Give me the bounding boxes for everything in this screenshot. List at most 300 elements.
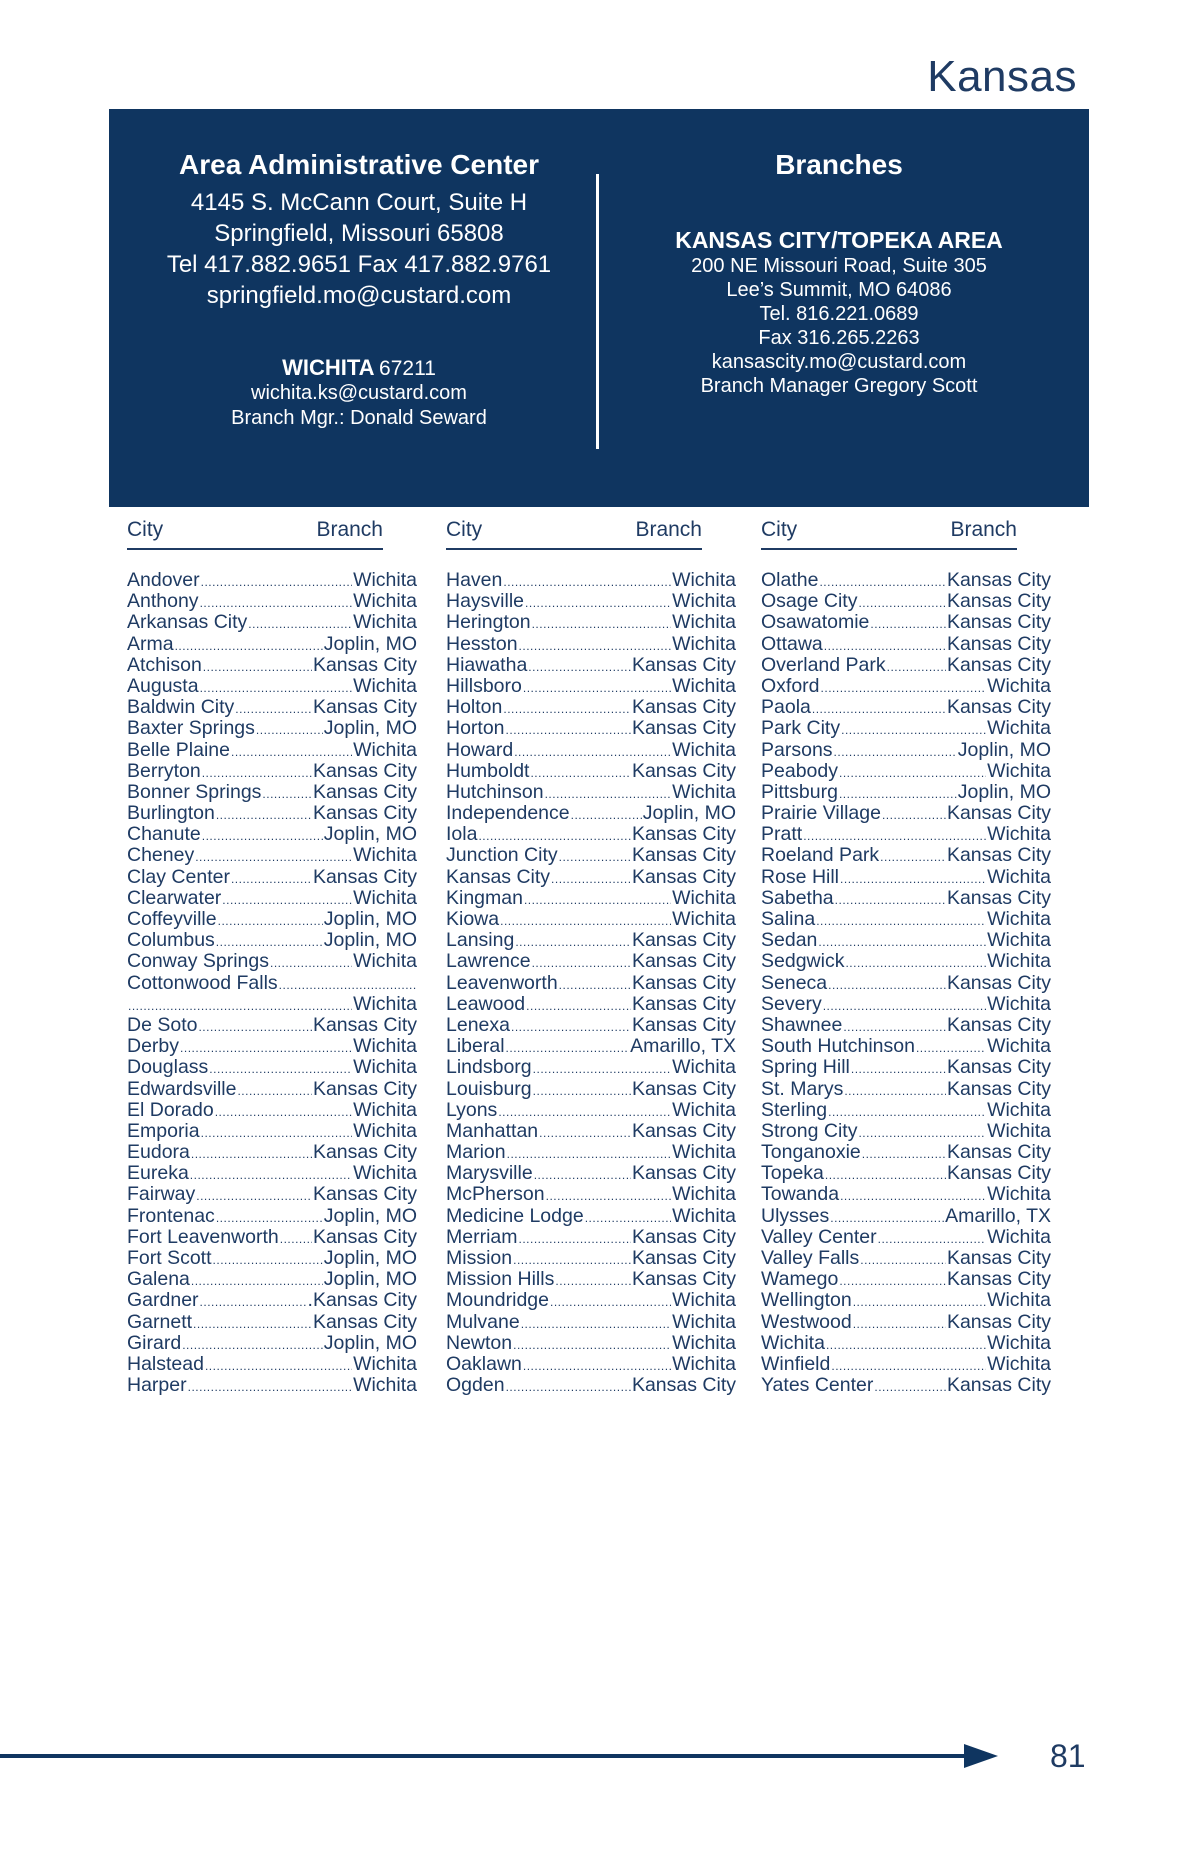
list-item (127, 1333, 417, 1354)
city-name: Paola (761, 696, 811, 719)
list-item (127, 888, 417, 909)
branch-name: Wichita (353, 992, 417, 1015)
list-item (761, 867, 1051, 888)
list-item (446, 1015, 736, 1036)
city-name: Prairie Village (761, 802, 881, 825)
branch-name: Wichita (353, 1352, 417, 1375)
list-item (446, 1206, 736, 1227)
admin-address-line1: 4145 S. McCann Court, Suite H (190, 189, 528, 216)
branch-name: .Kansas City (307, 1289, 417, 1312)
city-name: Emporia (127, 1119, 200, 1142)
city-name: Burlington (127, 802, 215, 825)
list-item (127, 867, 417, 888)
city-name: Baldwin City (127, 696, 235, 719)
dot-leader (844, 1079, 946, 1102)
list-item (127, 570, 417, 591)
city-name: Newton (446, 1331, 513, 1354)
list-item (761, 634, 1051, 655)
branch-name: Kansas City (946, 1162, 1051, 1185)
city-name: Iola (446, 823, 478, 846)
branch-header: Branch (635, 518, 702, 541)
branch-name: Kansas City (631, 950, 736, 973)
city-name: Seneca (761, 971, 828, 994)
city-name: Topeka (761, 1162, 824, 1185)
dot-leader (882, 803, 946, 826)
branch-address-line2: Lee’s Summit, MO 64086 (726, 279, 952, 301)
list-item (446, 1079, 736, 1100)
city-header: City (761, 518, 798, 541)
branch-name: Wichita (672, 632, 736, 655)
dot-leader (839, 1269, 946, 1292)
dot-leader (503, 697, 631, 720)
dot-leader (528, 655, 631, 678)
city-name: Sabetha (761, 886, 834, 909)
list-item (127, 845, 417, 866)
dot-leader (851, 1057, 946, 1080)
branch-name: Wichita (987, 950, 1051, 973)
list-item (446, 909, 736, 930)
list-item (446, 1142, 736, 1163)
branch-name: Kansas City (631, 823, 736, 846)
city-name: Osawatomie (761, 611, 870, 634)
list-item (761, 994, 1051, 1015)
city-list (446, 570, 736, 1396)
list-item (127, 951, 417, 972)
city-name: Howard (446, 738, 514, 761)
city-name: Strong City (761, 1119, 858, 1142)
dot-leader (270, 951, 352, 974)
list-item (761, 1057, 1051, 1078)
city-name: Park City (761, 717, 841, 740)
wichita-manager: Branch Mgr.: Donald Seward (231, 407, 487, 429)
city-name: Liberal (446, 1035, 505, 1058)
list-item (446, 761, 736, 782)
list-item (761, 570, 1051, 591)
list-item (761, 697, 1051, 718)
city-name: Cottonwood Falls (127, 971, 278, 994)
branch-header: Branch (950, 518, 1017, 541)
list-item (761, 676, 1051, 697)
wichita-email[interactable]: wichita.ks@custard.com (251, 382, 467, 404)
branches-heading: Branches (775, 149, 903, 180)
city-name: Shawnee (761, 1013, 843, 1036)
city-name: Independence (446, 802, 570, 825)
city-name: Conway Springs (127, 950, 269, 973)
branch-name: Wichita (987, 1225, 1051, 1248)
branch-name: Kansas City (631, 929, 736, 952)
city-name: Anthony (127, 590, 199, 613)
branch-name: Joplin, MO (642, 802, 736, 825)
list-item (446, 612, 736, 633)
branch-name: Kansas City (312, 1077, 417, 1100)
branch-name: Kansas City (312, 1183, 417, 1206)
list-item (446, 1036, 736, 1057)
list-item (127, 909, 417, 930)
city-name: Garnett (127, 1310, 193, 1333)
dot-leader (200, 1290, 307, 1313)
branch-name: Kansas City (631, 1247, 736, 1269)
branch-name: Wichita (672, 674, 736, 697)
city-name: Sterling (761, 1098, 828, 1121)
branch-name: Wichita (353, 1162, 417, 1185)
admin-phone: Tel 417.882.9651 Fax 417.882.9761 (166, 251, 552, 278)
list-item (761, 1163, 1051, 1184)
city-name: Douglass (127, 1056, 209, 1079)
wichita-zip: 67211 (379, 357, 436, 380)
list-item (446, 1184, 736, 1205)
list-item (127, 1206, 417, 1227)
city-name: Halstead (127, 1352, 204, 1375)
branch-name: Wichita (353, 950, 417, 973)
city-name: Holton (446, 696, 503, 719)
city-name: Coffeyville (127, 908, 217, 930)
city-name: Eudora (127, 1141, 190, 1164)
city-name: Ulysses (761, 1204, 830, 1227)
dot-leader (880, 845, 946, 868)
list-item (127, 634, 417, 655)
branch-name: Wichita (987, 1119, 1051, 1142)
city-name: Mulvane (446, 1310, 520, 1333)
dot-leader (887, 655, 946, 678)
list-item (761, 1354, 1051, 1375)
branch-name: Kansas City (631, 653, 736, 676)
branches-block (609, 149, 1069, 398)
branch-name: Kansas City (312, 1310, 417, 1333)
branch-name: Kansas City (631, 1374, 736, 1397)
admin-email[interactable]: springfield.mo@custard.com (206, 282, 512, 309)
list-item (761, 1290, 1051, 1311)
list-item (127, 591, 417, 612)
list-item (446, 1057, 736, 1078)
dot-leader (555, 1269, 631, 1292)
banner-divider (596, 174, 599, 449)
branch-name: Wichita (672, 1289, 736, 1312)
list-item (127, 1163, 417, 1184)
dot-leader (524, 888, 671, 911)
list-item (761, 1036, 1051, 1057)
city-name: Yates Center (761, 1374, 874, 1397)
dot-leader (828, 973, 946, 996)
city-name: Winfield (761, 1352, 831, 1375)
city-name: Lenexa (446, 1013, 510, 1036)
branch-name: Joplin, MO (323, 1204, 417, 1227)
list-item (446, 1333, 736, 1354)
city-name: Hillsboro (446, 674, 522, 697)
list-item (761, 845, 1051, 866)
branch-name: Amarillo, TX (630, 1035, 736, 1058)
city-name: Kiowa (446, 908, 500, 930)
branch-name: Kansas City (946, 1141, 1051, 1164)
dot-leader (511, 1015, 631, 1038)
list-item (761, 1269, 1051, 1290)
branch-name: Kansas City (946, 1056, 1051, 1079)
city-name: Valley Falls (761, 1247, 860, 1269)
city-name: Haysville (446, 590, 525, 613)
dot-leader (202, 824, 323, 847)
city-branch-column-3 (761, 518, 1051, 1396)
branch-name: Wichita (987, 1098, 1051, 1121)
city-name: Manhattan (446, 1119, 539, 1142)
branch-name: Wichita (672, 1204, 736, 1227)
list-item (127, 1354, 417, 1375)
list-item (127, 1015, 417, 1036)
dot-leader (559, 973, 631, 996)
city-name: De Soto (127, 1013, 198, 1036)
city-name: Humboldt (446, 759, 530, 782)
contact-banner (109, 109, 1089, 507)
branch-name: Kansas City (946, 1268, 1051, 1291)
page-title: Kansas (927, 52, 1077, 101)
branch-name: Kansas City (946, 1013, 1051, 1036)
branch-name: Kansas City (946, 1310, 1051, 1333)
city-name: Wichita (761, 1331, 825, 1354)
list-item (127, 718, 417, 739)
branch-name: Kansas City (312, 865, 417, 888)
city-name: Frontenac (127, 1204, 215, 1227)
branch-name: Joplin, MO (323, 1268, 417, 1291)
branch-name: Wichita (672, 1352, 736, 1375)
branch-name: Kansas City (631, 865, 736, 888)
branch-name: Kansas City (631, 1013, 736, 1036)
dot-leader (834, 740, 957, 763)
city-name: Pittsburg (761, 780, 838, 803)
branch-name: Kansas City (312, 1225, 417, 1248)
list-item (127, 973, 417, 994)
list-item (127, 1079, 417, 1100)
list-item (127, 1227, 417, 1248)
city-name: Tonganoxie (761, 1141, 861, 1164)
city-list (127, 570, 417, 1396)
branch-area-name: KANSAS CITY/TOPEKA AREA (675, 227, 1003, 253)
dot-leader (280, 1227, 312, 1250)
branch-header: Branch (316, 518, 383, 541)
list-item (127, 612, 417, 633)
branch-name: Wichita (672, 886, 736, 909)
branch-name: Wichita (987, 908, 1051, 930)
city-branch-column-2 (446, 518, 736, 1396)
dot-leader (503, 570, 671, 593)
city-name: Atchison (127, 653, 202, 676)
city-name: Spring Hill (761, 1056, 850, 1079)
list-item (127, 1290, 417, 1311)
list-item (761, 1227, 1051, 1248)
list-item (127, 1121, 417, 1142)
city-name: Louisburg (446, 1077, 532, 1100)
city-name: Cheney (127, 844, 195, 867)
branch-name: Joplin, MO (323, 717, 417, 740)
city-name: Sedan (761, 929, 818, 952)
city-name: Leawood (446, 992, 526, 1015)
city-name: Hiawatha (446, 653, 528, 676)
list-item (446, 973, 736, 994)
city-name: Arkansas City (127, 611, 248, 634)
city-name: Eureka (127, 1162, 189, 1185)
dot-leader (506, 718, 631, 741)
branch-name: Wichita (672, 908, 736, 930)
city-name: Kingman (446, 886, 523, 909)
branch-name: Wichita (672, 611, 736, 634)
list-item (761, 1079, 1051, 1100)
city-name: Hutchinson (446, 780, 544, 803)
list-item (127, 803, 417, 824)
dot-leader (213, 1248, 323, 1271)
dot-leader (262, 782, 312, 805)
city-name: Derby (127, 1035, 180, 1058)
branch-name: Kansas City (946, 696, 1051, 719)
list-item (127, 930, 417, 951)
city-name: Valley Center (761, 1225, 877, 1248)
list-item (761, 1248, 1051, 1269)
dot-leader (825, 1163, 946, 1186)
list-item (446, 824, 736, 845)
list-item (127, 1142, 417, 1163)
city-name: Mission (446, 1247, 513, 1269)
branch-name: Kansas City (631, 696, 736, 719)
dot-leader (534, 1163, 631, 1186)
dot-leader (201, 570, 352, 593)
city-name: Marysville (446, 1162, 533, 1185)
wichita-branch-block (139, 355, 579, 431)
list-item (761, 930, 1051, 951)
list-item (446, 888, 736, 909)
list-item (446, 994, 736, 1015)
admin-address-line2: Springfield, Missouri 65808 (214, 220, 504, 247)
branch-name: Wichita (353, 569, 417, 591)
branch-name: Wichita (353, 1119, 417, 1142)
list-item (127, 1057, 417, 1078)
list-item (761, 1100, 1051, 1121)
branch-name: Wichita (987, 759, 1051, 782)
city-name: Edwardsville (127, 1077, 237, 1100)
list-item (761, 973, 1051, 994)
city-name: Girard (127, 1331, 182, 1354)
branch-name: Wichita (353, 738, 417, 761)
wichita-name: WICHITA (282, 355, 375, 380)
city-name: South Hutchinson (761, 1035, 915, 1058)
city-name: Kansas City (446, 865, 551, 888)
list-item (761, 1333, 1051, 1354)
city-name: Oaklawn (446, 1352, 522, 1375)
list-item (761, 655, 1051, 676)
dot-leader (188, 1375, 352, 1398)
list-item (127, 740, 417, 761)
branch-name: Kansas City (312, 802, 417, 825)
list-item (446, 845, 736, 866)
city-name: Merriam (446, 1225, 518, 1248)
dot-leader (515, 930, 631, 953)
city-name: Ottawa (761, 632, 823, 655)
dot-leader (218, 909, 323, 932)
branch-name: Kansas City (946, 590, 1051, 613)
city-name: El Dorado (127, 1098, 214, 1121)
list-item (761, 740, 1051, 761)
branch-name: Wichita (672, 1056, 736, 1079)
branch-email[interactable]: kansascity.mo@custard.com (711, 351, 967, 373)
city-name: Horton (446, 717, 505, 740)
list-item (446, 1375, 736, 1396)
city-name: Moundridge (446, 1289, 549, 1312)
list-item (127, 1375, 417, 1396)
city-name: Roeland Park (761, 844, 880, 867)
branch-name: Wichita (987, 992, 1051, 1015)
dot-leader (860, 1248, 946, 1271)
column-header (127, 518, 383, 550)
branch-name: Kansas City (631, 992, 736, 1015)
city-name: Lindsborg (446, 1056, 532, 1079)
city-name: Peabody (761, 759, 838, 782)
dot-leader (525, 591, 671, 614)
branch-name: Kansas City (312, 653, 417, 676)
list-item (127, 761, 417, 782)
list-item (761, 803, 1051, 824)
city-list (761, 570, 1051, 1396)
list-item (127, 824, 417, 845)
city-name: Wellington (761, 1289, 852, 1312)
branch-name: Wichita (987, 1035, 1051, 1058)
branch-name: Joplin, MO (323, 632, 417, 655)
city-name: Parsons (761, 738, 833, 761)
city-name: Salina (761, 908, 816, 930)
branch-name: Kansas City (312, 1141, 417, 1164)
list-item (446, 951, 736, 972)
dot-leader (231, 867, 312, 890)
dot-leader (550, 1290, 671, 1313)
branch-name: Wichita (987, 717, 1051, 740)
list-item (127, 1100, 417, 1121)
branch-name: Kansas City (631, 1225, 736, 1248)
admin-center-block (139, 149, 579, 431)
list-item (761, 824, 1051, 845)
list-item (446, 1269, 736, 1290)
list-item (446, 1163, 736, 1184)
list-item (761, 888, 1051, 909)
city-name: Herington (446, 611, 531, 634)
list-item (446, 676, 736, 697)
page-number: 81 (1050, 1738, 1086, 1774)
branch-name: Wichita (353, 1056, 417, 1079)
branch-name: Kansas City (946, 1374, 1051, 1397)
branch-name: Kansas City (631, 1077, 736, 1100)
city-name: Fairway (127, 1183, 196, 1206)
branch-name: Joplin, MO (957, 780, 1051, 803)
city-name: Belle Plaine (127, 738, 230, 761)
branch-name: Wichita (672, 780, 736, 803)
city-name: Pratt (761, 823, 803, 846)
branch-name: Wichita (353, 886, 417, 909)
column-header (446, 518, 702, 550)
list-item (761, 951, 1051, 972)
city-name: Hesston (446, 632, 518, 655)
list-item (761, 1121, 1051, 1142)
dot-leader (256, 718, 323, 741)
branch-name: Wichita (987, 865, 1051, 888)
branch-name: Wichita (353, 590, 417, 613)
city-name: Oxford (761, 674, 820, 697)
dot-leader (198, 1015, 311, 1038)
dot-leader (216, 803, 312, 826)
list-item (127, 1184, 417, 1205)
dot-leader (519, 1227, 631, 1250)
dot-leader (513, 1333, 671, 1356)
city-name: Westwood (761, 1310, 852, 1333)
branch-address-line1: 200 NE Missouri Road, Suite 305 (691, 255, 987, 277)
city-name: Lyons (446, 1098, 498, 1121)
city-name: Medicine Lodge (446, 1204, 584, 1227)
list-item (761, 1206, 1051, 1227)
branch-manager: Branch Manager Gregory Scott (700, 375, 978, 397)
list-item (446, 1248, 736, 1269)
branch-name: Wichita (987, 1183, 1051, 1206)
